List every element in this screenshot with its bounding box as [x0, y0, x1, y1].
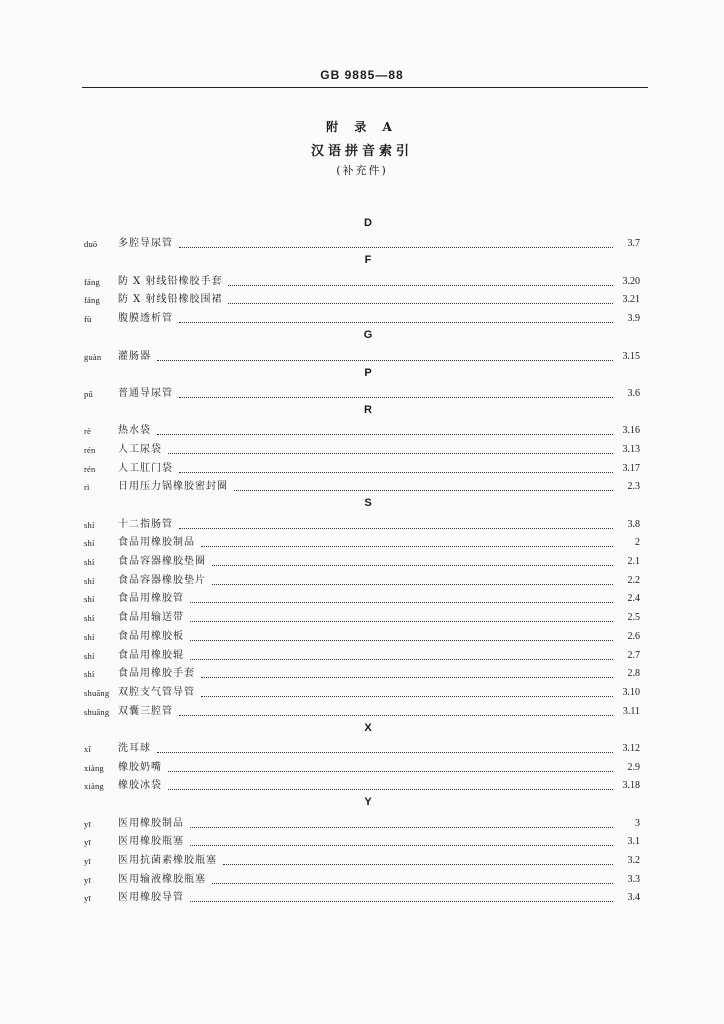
entry-term: 十二指肠管: [118, 518, 173, 530]
section-letter-r: R: [364, 403, 372, 416]
index-title: 汉语拼音索引: [310, 144, 413, 159]
dot-leader: [190, 640, 613, 641]
dot-leader: [212, 584, 613, 585]
entry-pinyin: shí: [84, 594, 95, 605]
dot-leader: [228, 285, 613, 286]
dot-leader: [157, 360, 613, 361]
index-entry: [84, 307, 640, 326]
entry-term: 食品用输送带: [118, 612, 184, 624]
index-entry: [84, 289, 640, 308]
index-entry: [84, 775, 640, 794]
entry-term: 医用橡胶导管: [118, 892, 184, 904]
dot-leader: [157, 434, 613, 435]
dot-leader: [179, 472, 613, 473]
entry-pinyin: fáng: [84, 295, 100, 306]
entry-page-ref: 3.16: [622, 425, 640, 437]
entry-page-ref: 3.21: [622, 294, 640, 306]
entry-page-ref: 3.18: [622, 780, 640, 792]
entry-term: 腹膜透析管: [118, 313, 173, 325]
entry-pinyin: guàn: [84, 351, 102, 362]
dot-leader: [228, 303, 613, 304]
index-entry: [84, 382, 640, 401]
entry-term: 食品用橡胶辊: [118, 649, 184, 661]
standard-code: GB 9885—88: [320, 68, 404, 82]
entry-page-ref: 3.12: [622, 742, 640, 754]
section-letter-y: Y: [364, 796, 372, 809]
pinyin-index: [84, 214, 640, 905]
dot-leader: [234, 490, 613, 491]
index-entry: [84, 270, 640, 289]
entry-pinyin: shí: [84, 631, 95, 642]
entry-pinyin: yī: [84, 837, 92, 848]
entry-pinyin: shí: [84, 557, 95, 568]
entry-pinyin: xiàng: [84, 762, 104, 773]
dot-leader: [168, 771, 613, 772]
entry-page-ref: 2.3: [627, 481, 640, 493]
index-entry: [84, 606, 640, 625]
entry-term: 人工肛门袋: [118, 462, 173, 474]
dot-leader: [190, 845, 613, 846]
index-entry: [84, 887, 640, 906]
dot-leader: [223, 864, 613, 865]
entry-page-ref: 2.1: [627, 556, 640, 568]
section-letter-d: D: [364, 217, 372, 229]
entry-pinyin: shuāng: [84, 706, 110, 717]
dot-leader: [179, 715, 613, 716]
entry-pinyin: rè: [84, 426, 92, 437]
supplement-note: (补充件): [336, 164, 388, 177]
entry-page-ref: 2.6: [627, 630, 640, 642]
entry-pinyin: rì: [84, 482, 90, 493]
index-entry: [84, 737, 640, 756]
index-entry: [84, 476, 640, 495]
entry-term: 灌肠器: [118, 350, 151, 362]
entry-pinyin: yī: [84, 874, 92, 885]
dot-leader: [179, 528, 613, 529]
dot-leader: [179, 322, 613, 323]
entry-pinyin: shí: [84, 650, 95, 661]
entry-term: 普通导尿管: [118, 387, 173, 399]
dot-leader: [190, 901, 613, 902]
section-letter-f: F: [364, 254, 372, 267]
entry-pinyin: fáng: [84, 276, 100, 287]
index-entry: [84, 588, 640, 607]
dot-leader: [179, 397, 613, 398]
entry-pinyin: shí: [84, 538, 95, 549]
section-letter-x: X: [364, 721, 372, 734]
section-letter-g: G: [363, 329, 373, 342]
entry-page-ref: 3.20: [622, 275, 640, 287]
entry-page-ref: 2: [635, 537, 640, 549]
entry-pinyin: shuāng: [84, 687, 110, 698]
index-entry: [84, 644, 640, 663]
dot-leader: [201, 677, 613, 678]
dot-leader: [190, 827, 613, 828]
index-entry: [84, 849, 640, 868]
index-entry: [84, 345, 640, 364]
entry-pinyin: shí: [84, 519, 95, 530]
entry-page-ref: 2.5: [627, 612, 640, 624]
dot-leader: [168, 789, 613, 790]
entry-term: 食品用橡胶手套: [118, 668, 195, 680]
dot-leader: [190, 659, 613, 660]
entry-pinyin: shí: [84, 575, 95, 586]
entry-term: 食品容器橡胶垫圈: [118, 556, 206, 568]
entry-page-ref: 2.7: [627, 649, 640, 661]
entry-term: 食品用橡胶制品: [118, 537, 195, 549]
entry-page-ref: 2.4: [627, 593, 640, 605]
entry-page-ref: 3.17: [622, 462, 640, 474]
dot-leader: [168, 453, 613, 454]
entry-pinyin: shí: [84, 613, 95, 624]
entry-term: 医用抗菌素橡胶瓶塞: [118, 855, 217, 867]
entry-term: 医用输液橡胶瓶塞: [118, 873, 206, 885]
entry-term: 多腔导尿管: [118, 238, 173, 250]
entry-page-ref: 3.8: [627, 518, 640, 530]
section-letter-p: P: [364, 366, 372, 379]
entry-term: 日用压力锅橡胶密封圈: [118, 481, 228, 493]
entry-pinyin: shí: [84, 669, 95, 680]
entry-page-ref: 3.1: [627, 836, 640, 848]
entry-term: 食品容器橡胶垫片: [118, 574, 206, 586]
entry-page-ref: 3.10: [622, 686, 640, 698]
entry-pinyin: rén: [84, 444, 96, 455]
index-entry: [84, 625, 640, 644]
entry-term: 热水袋: [118, 425, 151, 437]
index-entry: [84, 420, 640, 439]
index-entry: [84, 812, 640, 831]
entry-pinyin: yī: [84, 818, 92, 829]
header-rule: [82, 87, 648, 88]
entry-term: 食品用橡胶板: [118, 630, 184, 642]
entry-pinyin: xiàng: [84, 781, 104, 792]
entry-term: 橡胶冰袋: [118, 780, 162, 792]
index-entry: [84, 756, 640, 775]
entry-term: 防 X 射线铅橡胶手套: [118, 275, 223, 287]
index-entry: [84, 868, 640, 887]
entry-term: 人工尿袋: [118, 443, 162, 455]
entry-pinyin: xǐ: [84, 743, 92, 754]
entry-pinyin: fù: [84, 314, 92, 325]
entry-page-ref: 3: [635, 817, 640, 829]
entry-page-ref: 3.11: [622, 705, 640, 717]
entry-page-ref: 2.9: [627, 761, 640, 773]
dot-leader: [190, 621, 613, 622]
entry-pinyin: duō: [84, 239, 98, 250]
entry-page-ref: 3.15: [622, 350, 640, 362]
dot-leader: [190, 602, 613, 603]
index-entry: [84, 700, 640, 719]
index-entry: [84, 831, 640, 850]
entry-term: 双囊三腔管: [118, 705, 173, 717]
appendix-title: 附 录 A: [326, 120, 398, 134]
entry-page-ref: 3.6: [627, 387, 640, 399]
index-entry: [84, 569, 640, 588]
dot-leader: [157, 752, 613, 753]
dot-leader: [179, 247, 613, 248]
dot-leader: [201, 546, 613, 547]
title-block: [0, 118, 724, 178]
entry-page-ref: 3.4: [627, 892, 640, 904]
entry-page-ref: 3.7: [627, 238, 640, 250]
entry-pinyin: yī: [84, 893, 92, 904]
entry-page-ref: 3.3: [627, 873, 640, 885]
index-entry: [84, 457, 640, 476]
entry-term: 医用橡胶瓶塞: [118, 836, 184, 848]
entry-term: 食品用橡胶管: [118, 593, 184, 605]
dot-leader: [201, 696, 613, 697]
dot-leader: [212, 565, 613, 566]
entry-page-ref: 2.2: [627, 574, 640, 586]
index-entry: [84, 438, 640, 457]
entry-page-ref: 3.9: [627, 313, 640, 325]
entry-term: 双腔支气管导管: [118, 686, 195, 698]
index-entry: [84, 681, 640, 700]
entry-pinyin: yī: [84, 856, 92, 867]
section-letter-s: S: [364, 497, 372, 510]
index-entry: [84, 233, 640, 252]
entry-page-ref: 2.8: [627, 668, 640, 680]
entry-page-ref: 3.2: [627, 855, 640, 867]
entry-page-ref: 3.13: [622, 443, 640, 455]
index-entry: [84, 663, 640, 682]
entry-term: 洗耳球: [118, 742, 151, 754]
entry-pinyin: pǔ: [84, 388, 93, 399]
entry-term: 橡胶奶嘴: [118, 761, 162, 773]
entry-term: 医用橡胶制品: [118, 817, 184, 829]
index-entry: [84, 550, 640, 569]
entry-term: 防 X 射线铅橡胶围裙: [118, 294, 223, 306]
index-entry: [84, 532, 640, 551]
index-entry: [84, 513, 640, 532]
entry-pinyin: rén: [84, 463, 96, 474]
dot-leader: [212, 883, 613, 884]
